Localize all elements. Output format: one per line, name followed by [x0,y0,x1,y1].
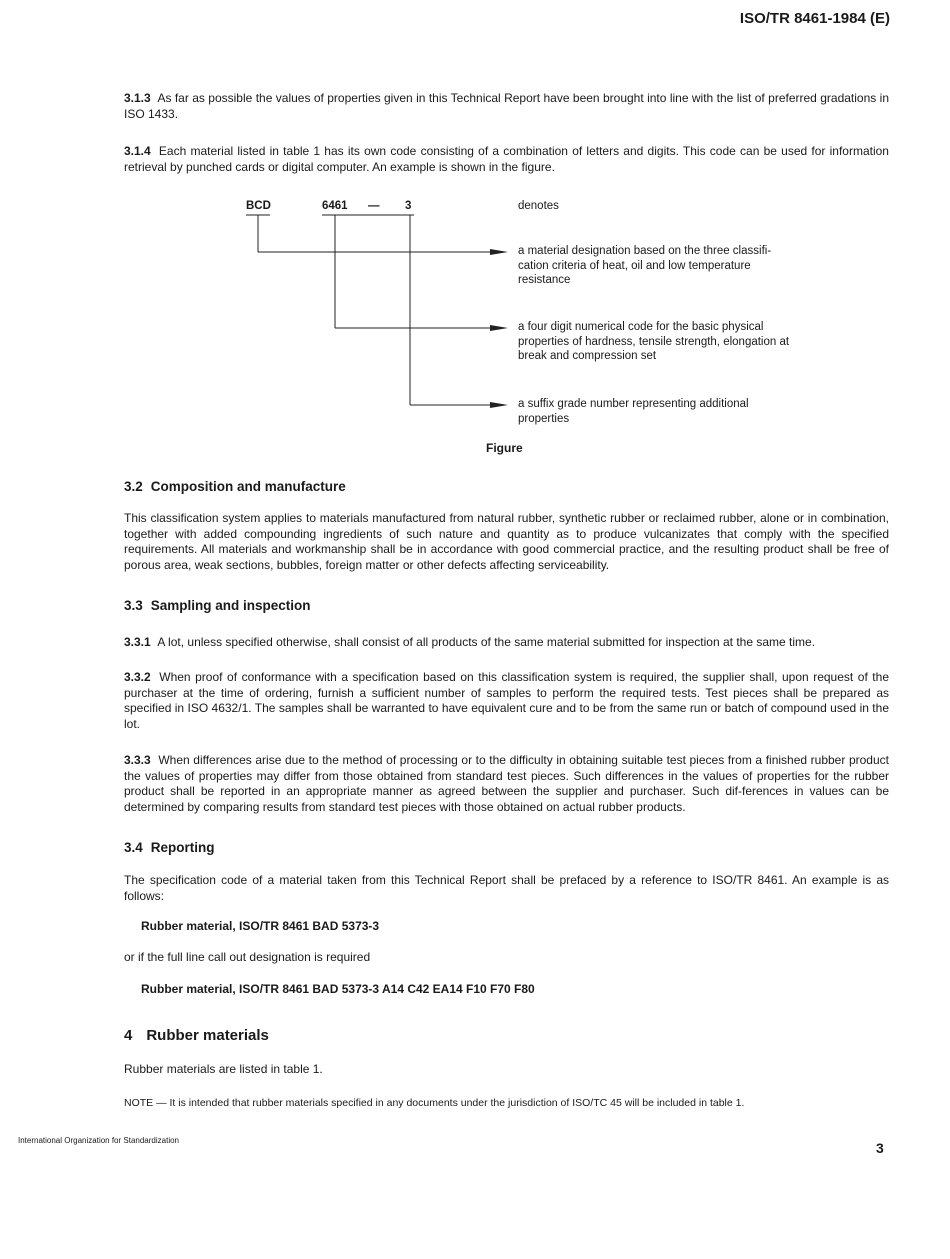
heading-number: 4 [124,1027,133,1044]
clause-text: Each material listed in table 1 has its own code consisting of a combination of letters and digits. This code can be used for information retrieval by punched cards or digital computer. An example is shown in the figure. [124,144,889,174]
heading-3-2 [124,479,346,495]
heading-4 [124,1028,269,1044]
paragraph-or-full-line: or if the full line call out designation is required [124,950,371,964]
clause-number: 3.1.4 [124,144,151,158]
clause-text: A lot, unless specified otherwise, shall consist of all products of the same material submitted for inspection at the same time. [157,635,816,649]
code-number: 6461 [322,200,348,212]
heading-3-4 [124,840,215,856]
heading-number: 3.3 [124,598,143,613]
paragraph-3-4: The specification code of a material taken from this Technical Report shall be prefaced by a reference to ISO/TR 8461. An example is as follows: [124,873,889,903]
clause-number: 3.3.1 [124,635,151,649]
paragraph-3-3-1 [124,635,889,651]
denotes-label: denotes [518,200,559,212]
heading-number: 3.4 [124,840,143,855]
clause-text: As far as possible the values of properties given in this Technical Report have been brought into line with the list of preferred gradations in ISO 1433. [124,91,890,121]
document-id: ISO/TR 8461-1984 (E) [739,10,890,27]
heading-title: Rubber materials [146,1027,269,1044]
page-number: 3 [876,1140,884,1156]
clause-number: 3.3.3 [124,753,151,767]
heading-title: Composition and manufacture [150,479,346,494]
heading-title: Sampling and inspection [150,598,311,613]
clause-number: 3.1.3 [124,91,151,105]
heading-title: Reporting [150,840,215,855]
example-designation-short: Rubber material, ISO/TR 8461 BAD 5373-3 [141,919,380,933]
example-designation-full: Rubber material, ISO/TR 8461 BAD 5373-3 A14 C42 EA14 F10 F70 F80 [141,982,535,996]
figure-leader-lines [0,0,950,460]
figure-caption: Figure [486,441,523,455]
clause-number: 3.3.2 [124,670,151,684]
description-suffix-grade: a suffix grade number representing additional properties [518,398,749,425]
paragraph-3-3-2 [124,670,889,732]
note: NOTE — It is intended that rubber materials specified in any documents under the jurisdiction of ISO/TC 45 will be included in table 1. [124,1097,745,1109]
paragraph-4: Rubber materials are listed in table 1. [124,1062,323,1076]
clause-text: When proof of conformance with a specification based on this classification system is required, the supplier shall, upon request of the purchaser at the time of ordering, furnish a sufficient number of samples to perform the required tests. Test pieces shall be prepared as specified in ISO 4632/1. The samples shall be warranted to have equivalent cure and to be from the same run or batch of compound used in the lot. [124,670,889,731]
paragraph-3-3-3 [124,753,889,815]
clause-text: When differences arise due to the method of processing or to the difficulty in obtaining suitable test pieces from a finished rubber product the values of properties may differ from those obtained from standard test pieces. Such differences in the values of properties for the rubber product shall be reported in an appropriate manner as agreed between the supplier and purchaser. Such dif-ferences in values can be determined by comparing results from standard test pieces with those obtained on actual rubber products. [124,753,889,814]
heading-3-3 [124,598,311,614]
heading-number: 3.2 [124,479,143,494]
code-suffix: 3 [405,200,412,212]
footer-organization: International Organization for Standardization [18,1136,179,1145]
description-material-designation: a material designation based on the three classifi-cation criteria of heat, oil and low temperature resistance [518,245,772,286]
paragraph-3-2: This classification system applies to materials manufactured from natural rubber, synthetic rubber or reclaimed rubber, alone or in combination, together with added compounding ingredients of such nature and quantity as to produce vulcanizates that comply with the specified requirements. All materials and workmanship shall be in accordance with good commercial practice, and the resulting product shall be free of porous area, weak sections, bubbles, foreign matter or other defects affecting serviceability. [124,511,889,572]
code-letters: BCD [246,200,271,212]
description-numerical-code: a four digit numerical code for the basic physical properties of hardness, tensile strength, elongation at break and compression set [518,321,790,362]
code-dash: — [368,200,380,212]
